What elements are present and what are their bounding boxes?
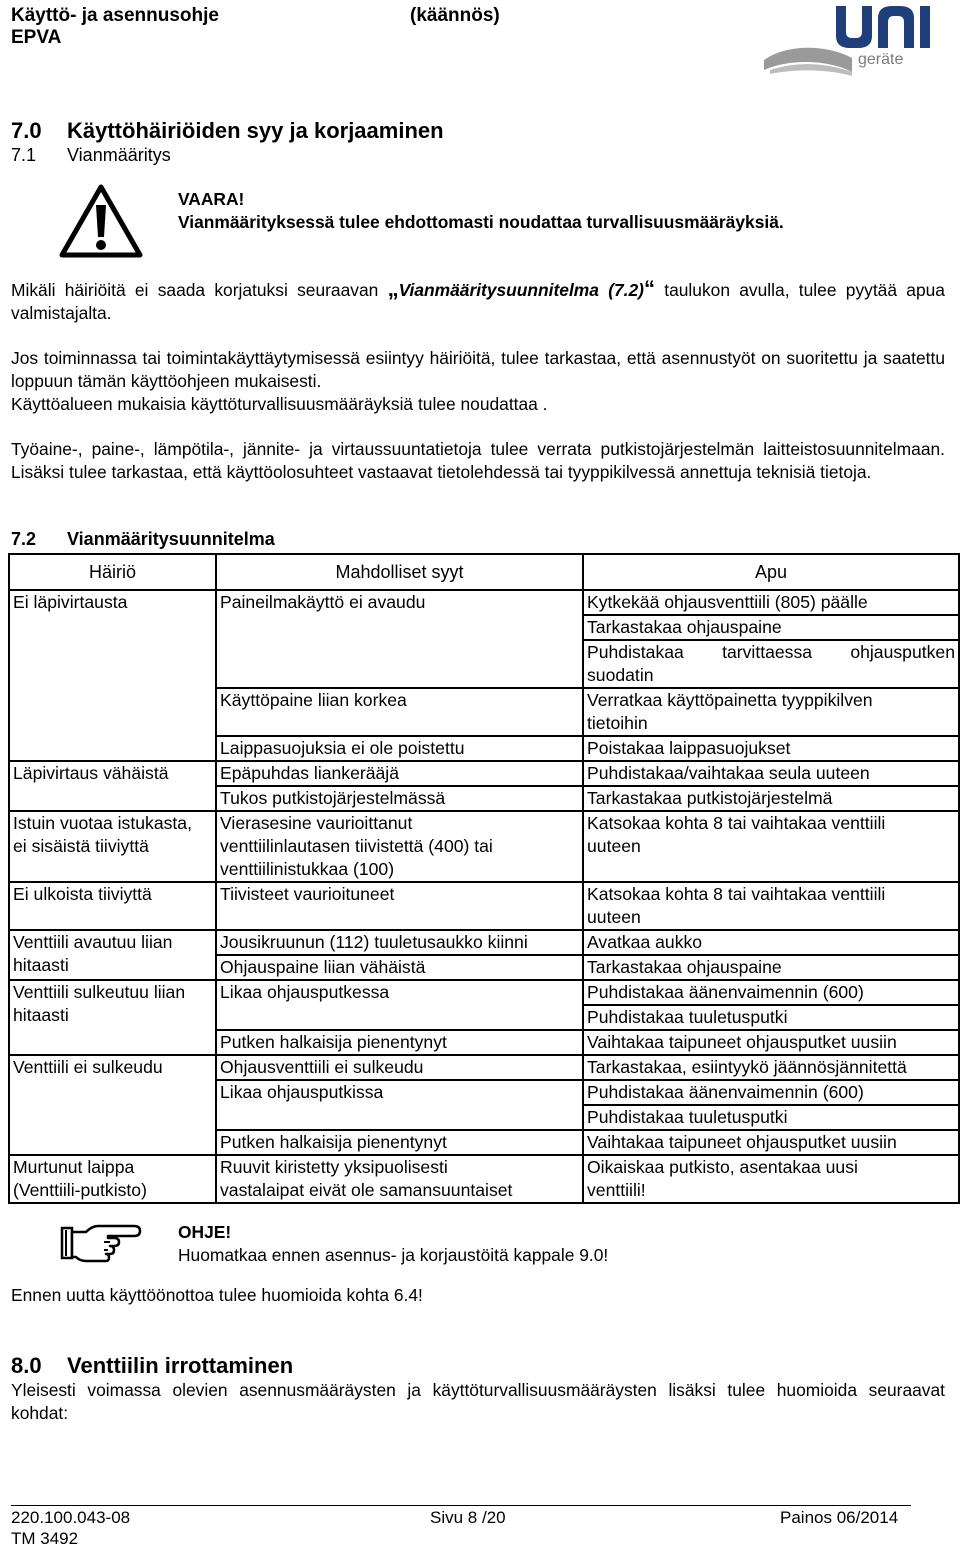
cell-line: Oikaiskaa putkisto, asentakaa uusi [587, 1157, 858, 1177]
cell-line: Ohjauspaine liian vähäistä [220, 957, 426, 977]
cell-line: Laippasuojuksia ei ole poistettu [220, 738, 465, 758]
table-row [9, 1055, 959, 1080]
table-row [9, 882, 959, 930]
footer-doc-number: 220.100.043-08 [11, 1508, 131, 1527]
section-title: Vianmääritys [67, 145, 171, 165]
cause-cell [216, 1130, 583, 1155]
cause-cell [216, 955, 583, 980]
cell-line: Likaa ohjausputkessa [220, 982, 390, 1002]
table-row [9, 761, 959, 786]
cell-line: Vierasesine vaurioittanut [220, 813, 413, 833]
document-title-line2: EPVA [11, 27, 62, 48]
section-number: 7.2 [11, 529, 37, 549]
section-number: 8.0 [11, 1353, 42, 1378]
cause-cell [216, 688, 583, 736]
remedy-cell [583, 736, 959, 761]
document-title [11, 5, 219, 49]
cell-line: suodatin [587, 665, 654, 685]
footer-rule [11, 1505, 911, 1506]
fault-cell [9, 1155, 216, 1203]
cell-line: Vaihtakaa taipuneet ohjausputket uusiin [587, 1132, 897, 1152]
cause-cell [216, 980, 583, 1030]
section-7-1-heading [11, 145, 171, 166]
remedy-cell [583, 1155, 959, 1203]
cell-line: Ei ulkoista tiiviyttä [13, 884, 152, 904]
section-7-2-heading [11, 529, 275, 550]
fault-cell [9, 980, 216, 1055]
remedy-cell [583, 930, 959, 955]
table-row [9, 930, 959, 955]
table-header-row [9, 554, 959, 590]
cell-line: uuteen [587, 836, 641, 856]
column-header-fault: Häiriö [9, 554, 216, 590]
troubleshooting-table [8, 553, 960, 1204]
cell-line: Ruuvit kiristetty yksipuolisesti [220, 1157, 448, 1177]
cell-line: hitaasti [13, 955, 69, 975]
remedy-cell [583, 980, 959, 1005]
fault-cell [9, 590, 216, 761]
cell-line: Käyttöpaine liian korkea [220, 690, 407, 710]
cell-line: Verratkaa käyttöpainetta tyyppikilven [587, 690, 873, 710]
table-row [9, 590, 959, 615]
remedy-cell [583, 1005, 959, 1030]
cell-line: Tukos putkistojärjestelmässä [220, 788, 446, 808]
cell-line: Venttiili sulkeutuu liian [13, 982, 186, 1002]
cause-cell [216, 930, 583, 955]
cause-cell [216, 811, 583, 882]
cause-cell [216, 736, 583, 761]
paragraph-compare-data: Työaine-, paine-, lämpötila-, jännite- ja virtaussuuntatietoja tulee verrata putkistojärjestelmän laitteistosuunnitelmaan. Lisäksi tulee tarkastaa, että käyttöolosuhteet vastaavat tietolehdessä tai tyyppikilvessä annettuja teknisiä tietoja. [11, 439, 945, 482]
section-title: Venttiilin irrottaminen [67, 1353, 294, 1378]
section-number: 7.1 [11, 145, 37, 165]
remedy-cell [583, 786, 959, 811]
cell-line: Puhdistakaa tuuletusputki [587, 1007, 788, 1027]
cell-line: Kytkekää ohjausventtiili (805) päälle [587, 592, 868, 612]
cell-line: uuteen [587, 907, 641, 927]
cell-line: Tarkastakaa putkistojärjestelmä [587, 788, 833, 808]
cell-line: Venttiili avautuu liian [13, 932, 173, 952]
paragraph-check-installation: Jos toiminnassa tai toimintakäyttäytymisessä esiintyy häiriöitä, tulee tarkastaa, että asennustyöt on suoritettu ja saatettu loppuun tämän käyttöohjeen mukaisesti. [11, 348, 945, 391]
paragraph-recommissioning: Ennen uutta käyttöönottoa tulee huomioida kohta 6.4! [11, 1285, 423, 1305]
cell-line: Vaihtakaa taipuneet ohjausputket uusiin [587, 1032, 897, 1052]
table-row [9, 980, 959, 1005]
cell-line: Putken halkaisija pienentynyt [220, 1132, 447, 1152]
cause-cell [216, 1155, 583, 1203]
quote-open: „ [387, 276, 399, 301]
remedy-cell [583, 1105, 959, 1130]
paragraph-safety-rules: Käyttöalueen mukaisia käyttöturvallisuusmääräyksiä tulee noudattaa . [11, 394, 548, 414]
fault-cell [9, 930, 216, 980]
cell-line: Venttiili ei sulkeudu [13, 1057, 163, 1077]
fault-cell [9, 761, 216, 811]
remedy-cell [583, 640, 959, 688]
cell-line: Poistakaa laippasuojukset [587, 738, 791, 758]
remedy-cell [583, 811, 959, 882]
remedy-cell [583, 1030, 959, 1055]
cell-line: Tarkastakaa ohjauspaine [587, 957, 782, 977]
paragraph-removal-intro: Yleisesti voimassa olevien asennusmääräysten ja käyttöturvallisuusmääräysten lisäksi tulee huomioida seuraavat kohdat: [11, 1380, 945, 1423]
column-header-causes: Mahdolliset syyt [216, 554, 583, 590]
note-text: Huomatkaa ennen asennus- ja korjaustöitä kappale 9.0! [178, 1245, 609, 1265]
logo-sub-text: geräte [858, 51, 904, 68]
table-row [9, 1155, 959, 1203]
cell-line: Katsokaa kohta 8 tai vaihtakaa venttiili [587, 813, 886, 833]
cell-line: Istuin vuotaa istukasta, [13, 813, 192, 833]
cell-line: Ohjausventtiili ei sulkeudu [220, 1057, 424, 1077]
cell-line: Putken halkaisija pienentynyt [220, 1032, 447, 1052]
paragraph-contact-manufacturer [11, 276, 945, 324]
cause-cell [216, 1055, 583, 1080]
warning-label: VAARA! [178, 189, 245, 209]
cell-line: Puhdistakaa äänenvaimennin (600) [587, 1082, 864, 1102]
footer-tm-number: TM 3492 [11, 1529, 79, 1548]
cell-line: Paineilmakäyttö ei avaudu [220, 592, 426, 612]
cell-line: Tarkastakaa, esiintyykö jäännösjännitettä [587, 1057, 907, 1077]
remedy-cell [583, 590, 959, 615]
uni-geraete-logo [760, 2, 956, 78]
footer-edition: Painos 06/2014 [780, 1508, 899, 1527]
fault-cell [9, 882, 216, 930]
cell-line: venttiilinlautasen tiivistettä (400) tai [220, 836, 493, 856]
remedy-cell [583, 688, 959, 736]
warning-text: Vianmäärityksessä tulee ehdottomasti noudattaa turvallisuusmääräyksiä. [178, 212, 784, 232]
cell-line: Puhdistakaa tarvittaessa ohjausputken [587, 642, 955, 662]
cell-line: Puhdistakaa tuuletusputki [587, 1107, 788, 1127]
column-header-remedy: Apu [583, 554, 959, 590]
cell-line: (Venttiili-putkisto) [13, 1180, 147, 1200]
section-number: 7.0 [11, 118, 42, 143]
logo-graphic [760, 2, 956, 78]
cell-line: Likaa ohjausputkissa [220, 1082, 384, 1102]
cell-line: Tarkastakaa ohjauspaine [587, 617, 782, 637]
section-7-heading [11, 118, 444, 144]
cell-line: ei sisäistä tiiviyttä [13, 836, 149, 856]
cause-cell [216, 1080, 583, 1130]
document-title-line1: Käyttö- ja asennusohje [11, 5, 219, 26]
remedy-cell [583, 955, 959, 980]
troubleshooting-reference: Vianmääritysuunnitelma (7.2) [398, 280, 644, 300]
cell-line: tietoihin [587, 713, 648, 733]
pointing-hand-icon [60, 1220, 144, 1269]
cell-line: Tiivisteet vaurioituneet [220, 884, 395, 904]
section-title: Käyttöhäiriöiden syy ja korjaaminen [67, 118, 444, 143]
remedy-cell [583, 1055, 959, 1080]
table-body [9, 590, 959, 1203]
note-label: OHJE! [178, 1222, 232, 1242]
cause-cell [216, 761, 583, 786]
cell-line: hitaasti [13, 1005, 69, 1025]
fault-cell [9, 1055, 216, 1155]
cell-line: Ei läpivirtausta [13, 592, 128, 612]
warning-triangle-icon [58, 183, 144, 264]
cell-line: Katsokaa kohta 8 tai vaihtakaa venttiili [587, 884, 886, 904]
remedy-cell [583, 1080, 959, 1105]
remedy-cell [583, 1130, 959, 1155]
cell-line: Epäpuhdas liankerääjä [220, 763, 400, 783]
table-row [9, 811, 959, 882]
cell-line: Puhdistakaa äänenvaimennin (600) [587, 982, 864, 1002]
footer-page-number: Sivu 8 /20 [430, 1508, 506, 1527]
cell-line: Jousikruunun (112) tuuletusaukko kiinni [220, 932, 528, 952]
cell-line: Murtunut laippa [13, 1157, 135, 1177]
cause-cell [216, 786, 583, 811]
quote-close: “ [643, 276, 655, 301]
cell-line: Avatkaa aukko [587, 932, 703, 952]
cell-line: Läpivirtaus vähäistä [13, 763, 169, 783]
section-8-heading [11, 1353, 293, 1379]
cause-cell [216, 590, 583, 688]
remedy-cell [583, 882, 959, 930]
fault-cell [9, 811, 216, 882]
cause-cell [216, 882, 583, 930]
remedy-cell [583, 615, 959, 640]
cell-line: venttiilinistukkaa (100) [220, 859, 395, 879]
translation-note: (käännös) [410, 5, 500, 26]
section-title: Vianmääritysuunnitelma [67, 529, 275, 549]
cell-line: venttiili! [587, 1180, 646, 1200]
cell-line: Puhdistakaa/vaihtakaa seula uuteen [587, 763, 870, 783]
para1-after: taulukon avulla, tulee pyytää apua valmistajalta. [11, 280, 945, 323]
remedy-cell [583, 761, 959, 786]
cell-line: vastalaipat eivät ole samansuuntaiset [220, 1180, 513, 1200]
para1-before: Mikäli häiriöitä ei saada korjatuksi seuraavan [11, 280, 388, 300]
cause-cell [216, 1030, 583, 1055]
